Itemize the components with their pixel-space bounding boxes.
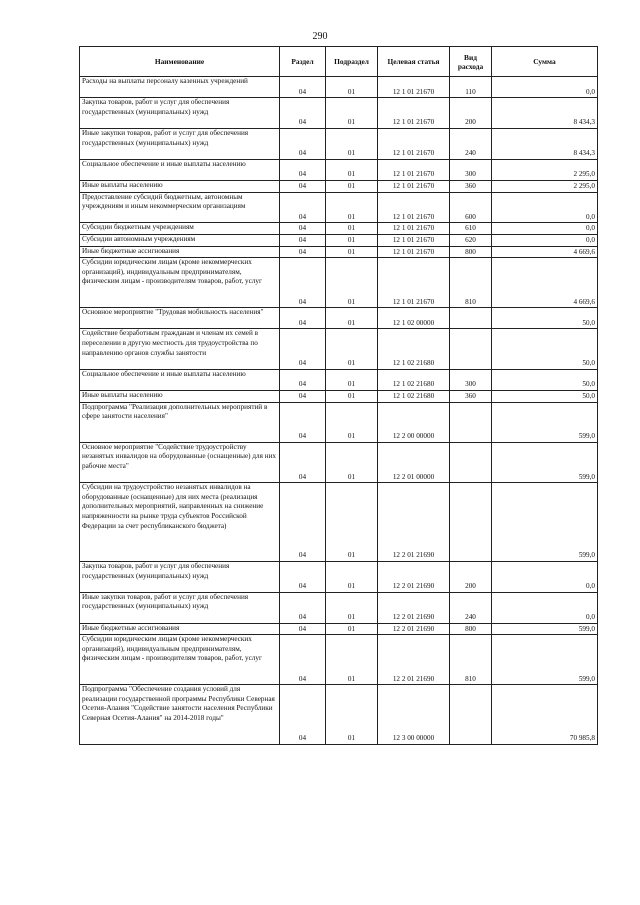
- row-vid: 240: [450, 592, 492, 623]
- table-row: [80, 192, 598, 223]
- row-sum: 599,0: [492, 635, 598, 685]
- row-vid: 810: [450, 258, 492, 308]
- row-vid: 800: [450, 623, 492, 635]
- row-razdel: 04: [280, 180, 326, 192]
- row-vid: 360: [450, 390, 492, 402]
- row-target: 12 1 01 21670: [378, 192, 450, 223]
- row-vid: 600: [450, 192, 492, 223]
- table-row: [80, 562, 598, 593]
- row-podrazdel: 01: [326, 685, 378, 745]
- row-name: Основное мероприятие "Содействие трудоустройству незанятых инвалидов на оборудованные (оснащенные) для них рабочие места": [80, 442, 280, 482]
- row-target: 12 1 01 21670: [378, 234, 450, 246]
- header-vid: Вид расхода: [450, 47, 492, 77]
- row-target: 12 1 02 00000: [378, 308, 450, 329]
- row-podrazdel: 01: [326, 128, 378, 159]
- table-row: [80, 442, 598, 482]
- row-sum: 0,0: [492, 77, 598, 98]
- row-name: Субсидии на трудоустройство незанятых инвалидов на оборудованные (оснащенные) для них места (реализация дополнительных мероприятий, направленных на снижение напряженности на рынке труда субъектов Российской Федерации за счет республиканского бюджета): [80, 483, 280, 562]
- row-podrazdel: 01: [326, 442, 378, 482]
- header-razdel: Раздел: [280, 47, 326, 77]
- row-vid: 810: [450, 635, 492, 685]
- row-razdel: 04: [280, 234, 326, 246]
- row-razdel: 04: [280, 562, 326, 593]
- row-target: 12 1 01 21670: [378, 98, 450, 129]
- row-podrazdel: 01: [326, 77, 378, 98]
- table-row: [80, 258, 598, 308]
- row-vid: 300: [450, 369, 492, 390]
- page-number: 290: [312, 31, 328, 42]
- row-razdel: 04: [280, 592, 326, 623]
- row-podrazdel: 01: [326, 369, 378, 390]
- row-razdel: 04: [280, 685, 326, 745]
- row-name: Субсидии автономным учреждениям: [80, 234, 280, 246]
- row-podrazdel: 01: [326, 223, 378, 235]
- row-sum: 0,0: [492, 192, 598, 223]
- row-podrazdel: 01: [326, 329, 378, 369]
- row-vid: [450, 308, 492, 329]
- row-vid: 240: [450, 128, 492, 159]
- row-target: 12 1 02 21680: [378, 329, 450, 369]
- row-razdel: 04: [280, 192, 326, 223]
- row-podrazdel: 01: [326, 623, 378, 635]
- header-name: Наименование: [80, 47, 280, 77]
- row-vid: 110: [450, 77, 492, 98]
- table-row: [80, 159, 598, 180]
- header-target: Целевая статья: [378, 47, 450, 77]
- table-row: [80, 308, 598, 329]
- row-podrazdel: 01: [326, 635, 378, 685]
- row-razdel: 04: [280, 402, 326, 442]
- row-razdel: 04: [280, 223, 326, 235]
- row-sum: 50,0: [492, 308, 598, 329]
- row-target: 12 2 01 21690: [378, 562, 450, 593]
- row-podrazdel: 01: [326, 483, 378, 562]
- row-razdel: 04: [280, 623, 326, 635]
- row-sum: 599,0: [492, 483, 598, 562]
- row-target: 12 1 01 21670: [378, 159, 450, 180]
- row-podrazdel: 01: [326, 180, 378, 192]
- row-name: Подпрограмма "Обеспечение создания условий для реализации государственной программы Республики Северная Осетия-Алания "Содействие занятости населения Республики Северная Осетия-Алания" на 2014-2018 годы": [80, 685, 280, 745]
- row-podrazdel: 01: [326, 592, 378, 623]
- row-target: 12 1 02 21680: [378, 390, 450, 402]
- row-vid: [450, 442, 492, 482]
- row-name: Субсидии юридическим лицам (кроме некоммерческих организаций), индивидуальным предпринимателям, физическим лицам - производителям товаров, работ, услуг: [80, 258, 280, 308]
- row-target: 12 1 01 21670: [378, 77, 450, 98]
- table-body: [80, 77, 598, 745]
- row-name: Субсидии бюджетным учреждениям: [80, 223, 280, 235]
- row-name: Предоставление субсидий бюджетным, автономным учреждениям и иным некоммерческим организациям: [80, 192, 280, 223]
- row-razdel: 04: [280, 159, 326, 180]
- row-name: Закупка товаров, работ и услуг для обеспечения государственных (муниципальных) нужд: [80, 562, 280, 593]
- row-target: 12 1 01 21670: [378, 223, 450, 235]
- table-row: [80, 369, 598, 390]
- row-razdel: 04: [280, 258, 326, 308]
- row-sum: 0,0: [492, 234, 598, 246]
- row-razdel: 04: [280, 329, 326, 369]
- row-sum: 2 295,0: [492, 159, 598, 180]
- row-sum: 8 434,3: [492, 128, 598, 159]
- table-row: [80, 329, 598, 369]
- table-row: [80, 685, 598, 745]
- row-name: Расходы на выплаты персоналу казенных учреждений: [80, 77, 280, 98]
- row-sum: 599,0: [492, 623, 598, 635]
- table-row: [80, 98, 598, 129]
- row-target: 12 2 01 21690: [378, 592, 450, 623]
- row-target: 12 2 00 00000: [378, 402, 450, 442]
- row-podrazdel: 01: [326, 192, 378, 223]
- row-razdel: 04: [280, 308, 326, 329]
- row-sum: 50,0: [492, 369, 598, 390]
- table-row: [80, 592, 598, 623]
- row-vid: 610: [450, 223, 492, 235]
- row-podrazdel: 01: [326, 308, 378, 329]
- row-vid: [450, 685, 492, 745]
- row-podrazdel: 01: [326, 98, 378, 129]
- row-sum: 0,0: [492, 562, 598, 593]
- row-name: Основное мероприятие "Трудовая мобильность населения": [80, 308, 280, 329]
- row-razdel: 04: [280, 442, 326, 482]
- row-target: 12 3 00 00000: [378, 685, 450, 745]
- row-vid: 800: [450, 246, 492, 258]
- row-sum: 4 669,6: [492, 258, 598, 308]
- row-razdel: 04: [280, 483, 326, 562]
- row-vid: [450, 483, 492, 562]
- row-name: Закупка товаров, работ и услуг для обеспечения государственных (муниципальных) нужд: [80, 98, 280, 129]
- row-target: 12 1 01 21670: [378, 246, 450, 258]
- row-sum: 2 295,0: [492, 180, 598, 192]
- table-row: [80, 180, 598, 192]
- row-name: Социальное обеспечение и иные выплаты населению: [80, 369, 280, 390]
- table-row: [80, 623, 598, 635]
- row-vid: 620: [450, 234, 492, 246]
- row-podrazdel: 01: [326, 402, 378, 442]
- table-row: [80, 128, 598, 159]
- row-target: 12 2 01 21690: [378, 623, 450, 635]
- row-podrazdel: 01: [326, 246, 378, 258]
- row-vid: 360: [450, 180, 492, 192]
- row-name: Подпрограмма "Реализация дополнительных мероприятий в сфере занятости населения": [80, 402, 280, 442]
- row-vid: [450, 402, 492, 442]
- row-sum: 599,0: [492, 442, 598, 482]
- row-name: Иные выплаты населению: [80, 180, 280, 192]
- table-row: [80, 246, 598, 258]
- row-razdel: 04: [280, 246, 326, 258]
- table-row: [80, 234, 598, 246]
- header-sum: Сумма: [492, 47, 598, 77]
- row-name: Иные бюджетные ассигнования: [80, 623, 280, 635]
- row-podrazdel: 01: [326, 562, 378, 593]
- row-razdel: 04: [280, 98, 326, 129]
- row-name: Социальное обеспечение и иные выплаты населению: [80, 159, 280, 180]
- row-sum: 8 434,3: [492, 98, 598, 129]
- row-name: Иные бюджетные ассигнования: [80, 246, 280, 258]
- header-podrazdel: Подраздел: [326, 47, 378, 77]
- row-target: 12 1 01 21670: [378, 128, 450, 159]
- row-sum: 0,0: [492, 223, 598, 235]
- row-podrazdel: 01: [326, 159, 378, 180]
- row-podrazdel: 01: [326, 390, 378, 402]
- row-target: 12 1 01 21670: [378, 180, 450, 192]
- row-name: Содействие безработным гражданам и членам их семей в переселении в другую местность для трудоустройства по направлению органов службы занятости: [80, 329, 280, 369]
- row-razdel: 04: [280, 635, 326, 685]
- row-name: Иные выплаты населению: [80, 390, 280, 402]
- row-vid: 300: [450, 159, 492, 180]
- row-sum: 4 669,6: [492, 246, 598, 258]
- row-sum: 70 985,8: [492, 685, 598, 745]
- table-header-row: [80, 47, 598, 77]
- row-target: 12 2 01 21690: [378, 483, 450, 562]
- row-vid: [450, 329, 492, 369]
- row-target: 12 1 01 21670: [378, 258, 450, 308]
- row-sum: 50,0: [492, 329, 598, 369]
- row-sum: 50,0: [492, 390, 598, 402]
- row-vid: 200: [450, 98, 492, 129]
- table-row: [80, 390, 598, 402]
- row-target: 12 2 01 21690: [378, 635, 450, 685]
- row-podrazdel: 01: [326, 258, 378, 308]
- row-razdel: 04: [280, 128, 326, 159]
- row-target: 12 1 02 21680: [378, 369, 450, 390]
- row-razdel: 04: [280, 369, 326, 390]
- row-razdel: 04: [280, 390, 326, 402]
- row-razdel: 04: [280, 77, 326, 98]
- row-name: Субсидии юридическим лицам (кроме некоммерческих организаций), индивидуальным предпринимателям, физическим лицам - производителям товаров, работ, услуг: [80, 635, 280, 685]
- row-podrazdel: 01: [326, 234, 378, 246]
- table-row: [80, 77, 598, 98]
- row-vid: 200: [450, 562, 492, 593]
- row-name: Иные закупки товаров, работ и услуг для обеспечения государственных (муниципальных) нужд: [80, 128, 280, 159]
- row-sum: 599,0: [492, 402, 598, 442]
- row-name: Иные закупки товаров, работ и услуг для обеспечения государственных (муниципальных) нужд: [80, 592, 280, 623]
- budget-table: [79, 46, 598, 745]
- table-row: [80, 483, 598, 562]
- table-row: [80, 635, 598, 685]
- row-target: 12 2 01 00000: [378, 442, 450, 482]
- table-row: [80, 223, 598, 235]
- table-row: [80, 402, 598, 442]
- row-sum: 0,0: [492, 592, 598, 623]
